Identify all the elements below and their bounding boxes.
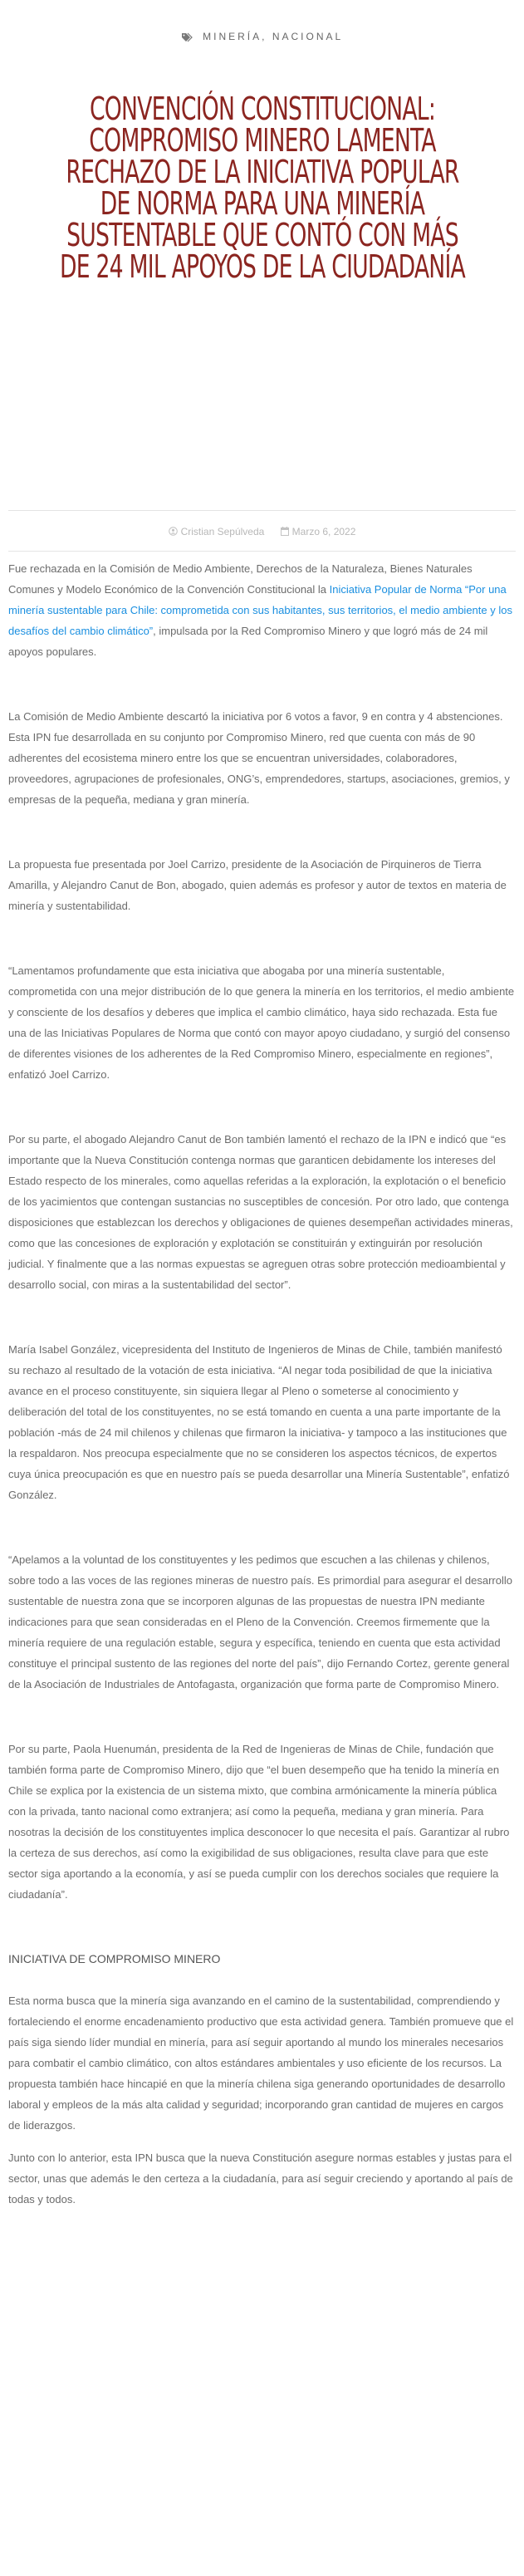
paragraph-5: Por su parte, el abogado Alejandro Canut de Bon también lamentó el rechazo de la IPN e indicó que “es importante que la Nueva Constitución contenga normas que garanticen debidamente los intereses del Estado respecto de los minerales, como aquellas referidas a la exploración, la explotación o el beneficio de los yacimientos que contengan sustancias no susceptibles de concesión. Por otro lado, que contenga disposiciones que establezcan los derechos y obligaciones de quienes desempeñan actividades mineras, como que las concesiones de exploración y explotación se constituirán y extinguirán por resolución judicial. Y finalmente que a las normas expuestas se agreguen otras sobre protección medioambiental y desarrollo social, con miras a la sustentabilidad del sector”.	[8, 1133, 513, 1291]
post-meta	[0, 526, 524, 537]
paragraph-2: La Comisión de Medio Ambiente descartó la iniciativa por 6 votos a favor, 9 en contra y 4 abstenciones. Esta IPN fue desarrollada en su conjunto por Compromiso Minero, red que cuenta con más de 90 adherentes del ecosistema minero entre los que se encuentran universidades, colaboradores, proveedores, agrupaciones de profesionales, ONG’s, emprendedores, startups, asociaciones, gremios, y empresas de la pequeña, mediana y gran minería.	[8, 710, 510, 806]
user-icon	[169, 527, 178, 536]
paragraph-10: Junto con lo anterior, esta IPN busca que la nueva Constitución asegure normas estables y justas para el sector, unas que además le den certeza a la ciudadanía, para así seguir creciendo y aportando al país de todas y todos.	[8, 2152, 513, 2206]
tag-icon	[181, 32, 193, 42]
paragraph-3: La propuesta fue presentada por Joel Carrizo, presidente de la Asociación de Pirquineros de Tierra Amarilla, y Alejandro Canut de Bon, abogado, quien además es profesor y autor de textos en materia de minería y sustentabilidad.	[8, 858, 507, 912]
section-heading: INICIATIVA DE COMPROMISO MINERO	[8, 1952, 221, 1965]
meta-divider-bottom	[8, 551, 516, 552]
paragraph-6: María Isabel González, vicepresidenta del Instituto de Ingenieros de Minas de Chile, también manifestó su rechazo al resultado de la votación de esta iniciativa. “Al negar toda posibilidad de que la iniciativa avance en el proceso constituyente, sin siquiera llegar al Pleno o someterse al conocimiento y deliberación del total de los constituyentes, no se está tomando en cuenta a una parte importante de la población -más de 24 mil chilenos y chilenas que firmaron la iniciativa- y tampoco a las instituciones que la respaldaron. Nos preocupa especialmente que no se consideren los aspectos técnicos, de expertos cuya única preocupación es que en nuestro país se pueda desarrollar una Minería Sustentable”, enfatizó González.	[8, 1343, 510, 1501]
category-list	[0, 31, 524, 42]
paragraph-9: Esta norma busca que la minería siga avanzando en el camino de la sustentabilidad, comprendiendo y fortaleciendo el enorme encadenamiento productivo que esta actividad genera. También promueve que el país siga siendo líder mundial en minería, para así seguir aportando al mundo los minerales necesarios para combatir el cambio climático, con altos estándares ambientales y uso eficiente de los recursos. La propuesta también hace hincapié en que la minería chilena siga generando oportunidades de desarrollo laboral y empleos de la más alta calidad y seguridad; incorporando gran cantidad de mujeres en cargos de liderazgos.	[8, 1995, 514, 2132]
date-meta	[281, 526, 356, 537]
ipn-link[interactable]: Iniciativa Popular de Norma “Por una minería sustentable para Chile: comprometida con sus habitantes, sus territorios, el medio ambiente y los desafíos del cambio climático”	[8, 583, 512, 637]
paragraph-1	[8, 558, 516, 662]
article-body	[8, 558, 516, 2221]
paragraph-7: “Apelamos a la voluntad de los constituyentes y les pedimos que escuchen a las chilenas y chilenos, sobre todo a las voces de las regiones mineras de nuestro país. Es primordial para asegurar el desarrollo sustentable de nuestra zona que se incorporen algunas de las propuestas de nuestra IPN mediante indicaciones para que sean consideradas en el Pleno de la Convención. Creemos firmemente que la minería requiere de una regulación estable, segura y específica, teniendo en cuenta que esta actividad constituye el principal sustento de las regiones del norte del país”, dijo Fernando Cortez, gerente general de la Asociación de Industriales de Antofagasta, organización que forma parte de Compromiso Minero.	[8, 1553, 512, 1690]
article-title: CONVENCIÓN CONSTITUCIONAL: COMPROMISO MINERO LAMENTA RECHAZO DE LA INICIATIVA POPULAR DE NORMA PARA UNA MINERÍA SUSTENTABLE QUE CONTÓ CON MÁS DE 24 MIL APOYOS DE LA CIUDADANÍA	[59, 91, 466, 285]
author-meta[interactable]	[169, 526, 267, 537]
paragraph-1-text-b: , impulsada por la Red Compromiso Minero y que logró más de 24 mil apoyos populares.	[8, 625, 488, 658]
post-date: Marzo 6, 2022	[291, 526, 356, 537]
category-link-mineria[interactable]: MINERÍA	[203, 31, 262, 42]
paragraph-8: Por su parte, Paola Huenumán, presidenta de la Red de Ingenieras de Minas de Chile, fundación que también forma parte de Compromiso Minero, dijo que “el buen desempeño que ha tenido la minería en Chile se explica por la existencia de un sistema mixto, que combina armónicamente la minería pública con la privada, tanto nacional como extranjera; así como la pequeña, mediana y gran minería. Para nosotras la decisión de los constituyentes implica desconocer lo que necesita el país. Garantizar al rubro la certeza de sus derechos, así como la exigibilidad de sus obligaciones, resulta clave para que este sector siga aportando a la economía, y así se pueda cumplir con los derechos sociales que requiere la ciudadanía”.	[8, 1743, 510, 1901]
paragraph-4: “Lamentamos profundamente que esta iniciativa que abogaba por una minería sustentable, comprometida con una mejor distribución de lo que genera la minería en los territorios, el medio ambiente y consciente de los desafíos y deberes que implica el cambio climático, haya sido rechazada. Esta fue una de las Iniciativas Populares de Norma que contó con mayor apoyo ciudadano, y surgió del consenso de diferentes visiones de los adherentes de la Red Compromiso Minero, especialmente en regiones”, enfatizó Joel Carrizo.	[8, 964, 515, 1081]
category-link-nacional[interactable]: NACIONAL	[272, 31, 344, 42]
meta-divider-top	[8, 510, 516, 511]
author-name: Cristian Sepúlveda	[180, 526, 265, 537]
calendar-icon	[281, 527, 289, 536]
category-separator: ,	[262, 31, 267, 42]
paragraph-1-text-a: Fue rechazada en la Comisión de Medio Ambiente, Derechos de la Naturaleza, Bienes Naturales Comunes y Modelo Económico de la Convención Constitucional la	[8, 562, 473, 596]
